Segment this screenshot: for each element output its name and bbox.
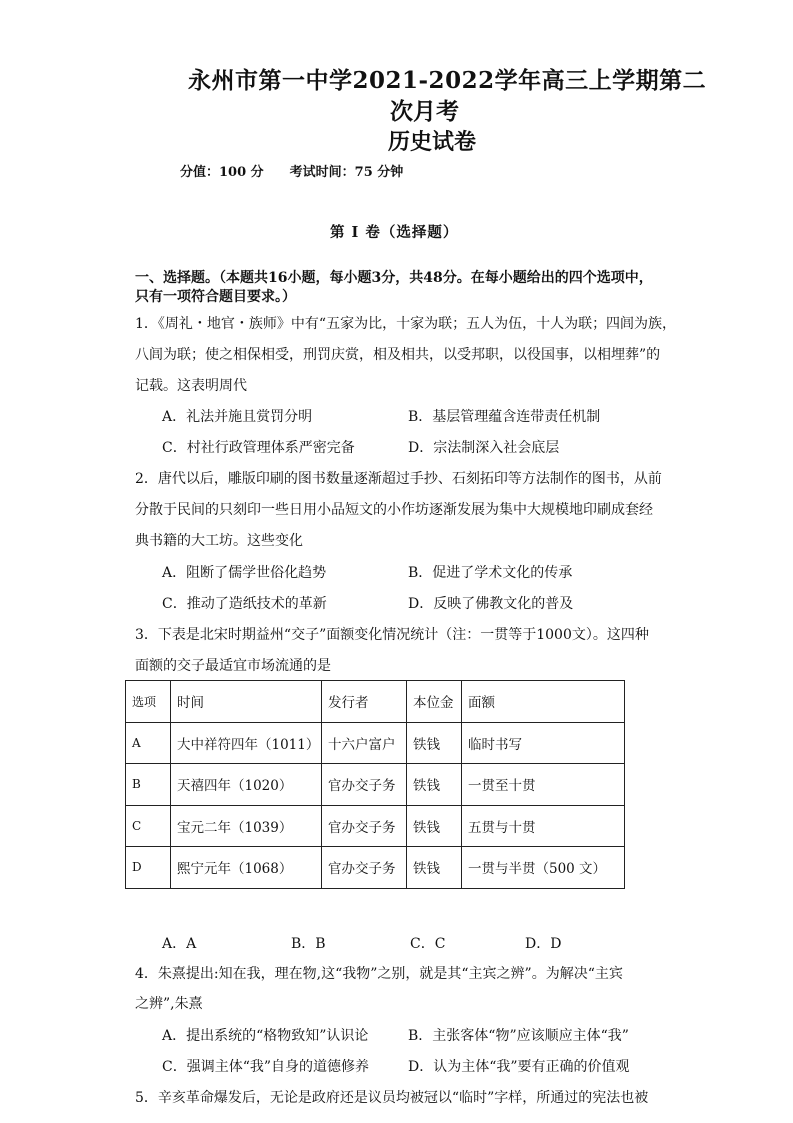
q2-option-a: A．阻断了儒学世俗化趋势 [162, 565, 327, 581]
q2-stem-line2: 分散于民间的只刻印一些日用小品短文的小作坊逐渐发展为集中大规模地印刷成套经 [135, 502, 653, 518]
table-header-row [126, 681, 625, 723]
table-cell: 熙宁元年（1068） [171, 847, 322, 889]
q4-option-a: A．提出系统的“格物致知”认识论 [162, 1028, 369, 1044]
table-cell: 一贯至十贯 [462, 764, 625, 806]
q3-option-b: B．B [291, 936, 326, 952]
table-cell: A [126, 722, 171, 764]
q2-option-d: D．反映了佛教文化的普及 [408, 596, 574, 612]
q3-option-c: C．C [410, 936, 446, 952]
table-cell: 大中祥符四年（1011） [171, 722, 322, 764]
q4-option-c: C．强调主体“我”自身的道德修养 [162, 1059, 370, 1075]
table-cell: 铁钱 [407, 805, 462, 847]
table-header-cell: 本位金 [407, 681, 462, 723]
table-cell: 铁钱 [407, 764, 462, 806]
table-cell: 宝元二年（1039） [171, 805, 322, 847]
q1-stem-line1: 1．《周礼・地官・族师》中有“五家为比，十家为联；五人为伍，十人为联；四闾为族， [135, 316, 677, 332]
table-cell: 五贯与十贯 [462, 805, 625, 847]
q1-option-a: A．礼法并施且赏罚分明 [162, 409, 313, 425]
q2-option-b: B．促进了学术文化的传承 [408, 565, 573, 581]
table-cell: 一贯与半贯（500 文） [462, 847, 625, 889]
q1-option-d: D．宗法制深入社会底层 [408, 440, 560, 456]
table-row [126, 847, 625, 889]
table-cell: 临时书写 [462, 722, 625, 764]
q3-option-d: D．D [525, 936, 562, 952]
q3-table [125, 680, 625, 889]
q4-stem-line2: 之辨”,朱熹 [135, 996, 203, 1012]
table-cell: 官办交子务 [322, 764, 407, 806]
table-cell: 天禧四年（1020） [171, 764, 322, 806]
table-row [126, 764, 625, 806]
q4-stem-line1: 4．朱熹提出:知在我，理在物,这“我物”之别，就是其“主宾之辨”。为解决“主宾 [135, 966, 623, 982]
table-cell: C [126, 805, 171, 847]
table-cell: 官办交子务 [322, 805, 407, 847]
table-cell: 铁钱 [407, 722, 462, 764]
table-header-cell: 面额 [462, 681, 625, 723]
table-header-cell: 选项 [126, 681, 171, 723]
q1-stem-line2: 八闾为联；使之相保相受，刑罚庆赏，相及相共，以受邦职，以役国事，以相埋葬”的 [135, 347, 661, 363]
q1-option-c: C．村社行政管理体系严密完备 [162, 440, 355, 456]
score-label: 分值：100 分 [180, 165, 264, 180]
exam-meta [180, 161, 403, 180]
table-header-cell: 发行者 [322, 681, 407, 723]
subject-title: 历史试卷 [388, 129, 477, 155]
q1-stem-line3: 记载。这表明周代 [135, 378, 247, 394]
time-label: 考试时间：75 分钟 [289, 165, 404, 180]
exam-title-line1: 永州市第一中学2021-2022学年高三上学期第二 [188, 67, 707, 94]
q4-option-d: D．认为主体“我”要有正确的价值观 [408, 1059, 630, 1075]
table-cell: D [126, 847, 171, 889]
table-row [126, 722, 625, 764]
q3-option-a: A．A [162, 936, 197, 952]
q2-option-c: C．推动了造纸技术的革新 [162, 596, 327, 612]
q5-stem-line1: 5．辛亥革命爆发后，无论是政府还是议员均被冠以“临时”字样，所通过的宪法也被 [135, 1090, 649, 1106]
q1-option-b: B．基层管理蕴含连带责任机制 [408, 409, 601, 425]
q4-option-b: B．主张客体“物”应该顺应主体“我” [408, 1028, 629, 1044]
q2-stem-line1: 2．唐代以后，雕版印刷的图书数量逐渐超过手抄、石刻拓印等方法制作的图书，从前 [135, 471, 662, 487]
instructions-line2: 只有一项符合题目要求。） [135, 289, 296, 305]
instructions-line1: 一、选择题。（本题共16小题，每小题3分，共48分。在每小题给出的四个选项中， [135, 270, 653, 286]
table-cell: 官办交子务 [322, 847, 407, 889]
table-cell: 铁钱 [407, 847, 462, 889]
table-header-cell: 时间 [171, 681, 322, 723]
q3-stem-line1: 3．下表是北宋时期益州“交子”面额变化情况统计（注：一贯等于1000文）。这四种 [135, 627, 649, 643]
section-title: 第 I 卷（选择题） [330, 224, 459, 241]
table-row [126, 805, 625, 847]
exam-title-line2: 次月考 [390, 98, 459, 125]
table-cell: B [126, 764, 171, 806]
q3-stem-line2: 面额的交子最适宜市场流通的是 [135, 658, 331, 674]
q2-stem-line3: 典书籍的大工坊。这些变化 [135, 533, 303, 549]
table-cell: 十六户富户 [322, 722, 407, 764]
